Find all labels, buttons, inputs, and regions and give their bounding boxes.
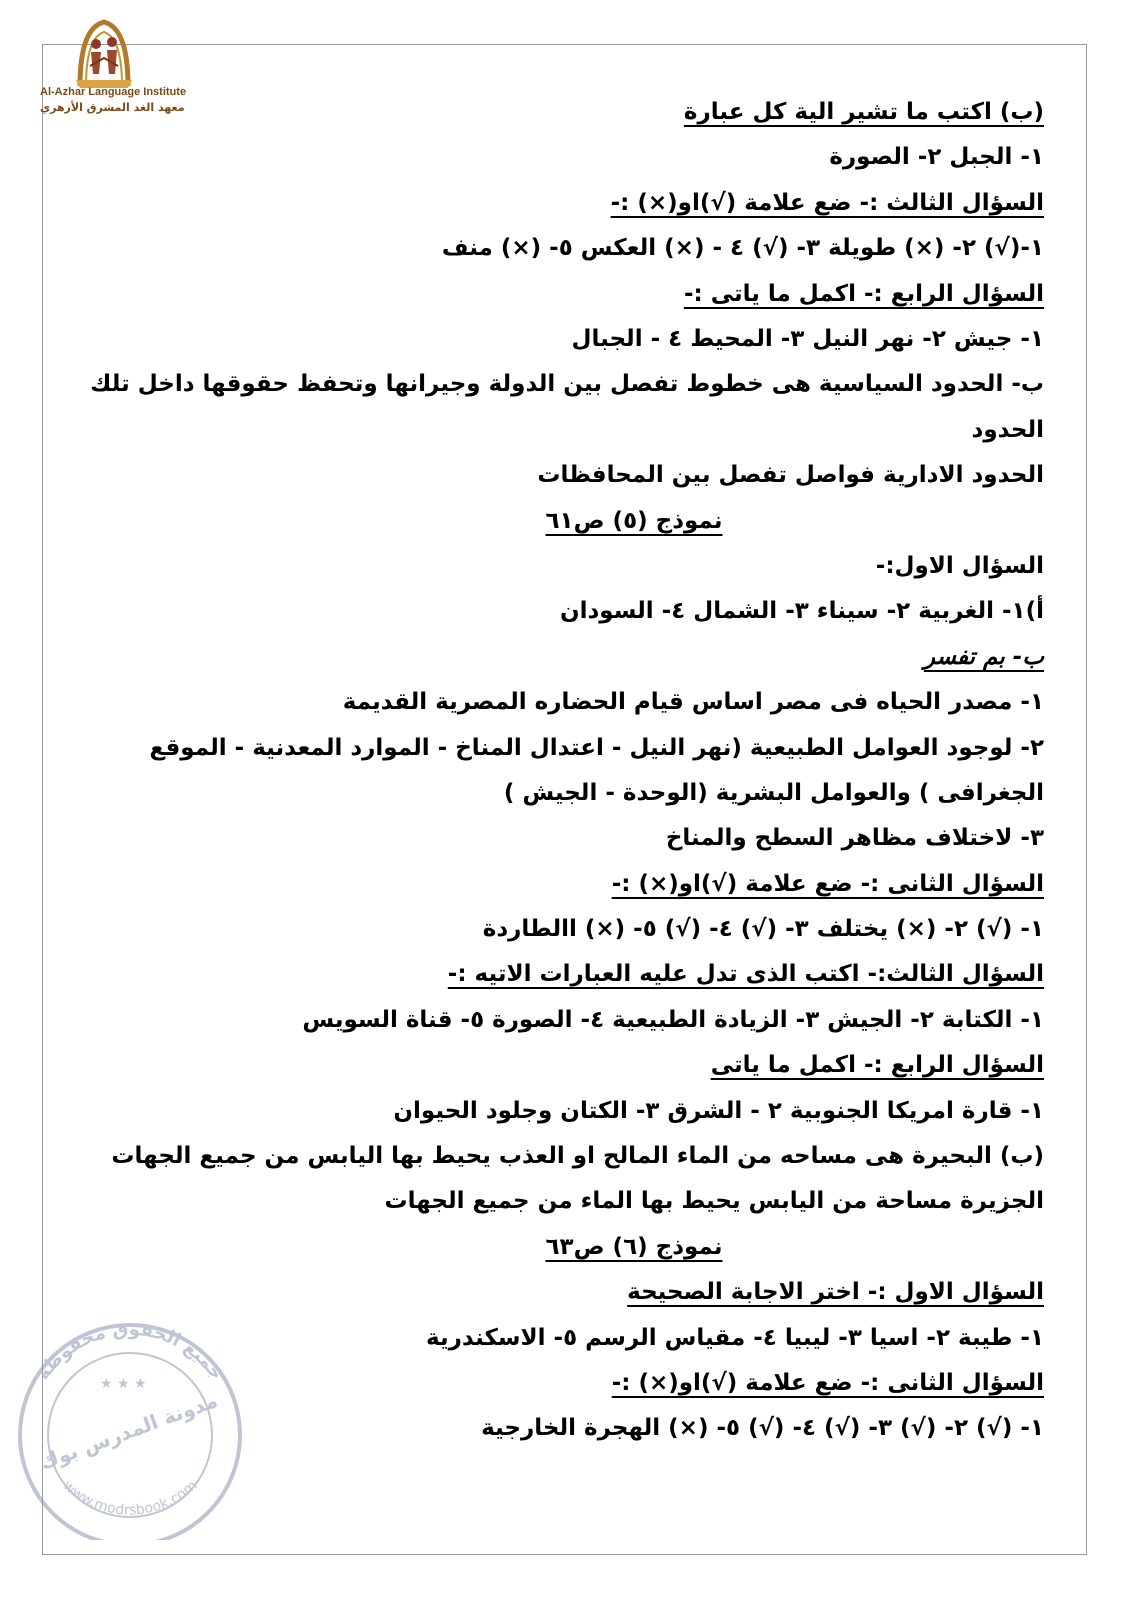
answer-line: (ب) البحيرة هى مساحه من الماء المالح او العذب يحيط بها اليابس من جميع الجهات: [111, 1143, 1044, 1170]
question-heading: السؤال الرابع :- اكمل ما ياتى :-: [683, 280, 1044, 307]
answer-line: ١- (√) ٢- (√) ٣- (√) ٤- (√) ٥- (×) الهجرة الخارجية: [481, 1415, 1044, 1442]
answer-line: ٣- لاختلاف مظاهر السطح والمناخ: [665, 825, 1044, 852]
answer-line: ١- قارة امريكا الجنوبية ٢ - الشرق ٣- الكتان وجلود الحيوان: [393, 1097, 1044, 1124]
model-title: نموذج (٥) ص٦١: [545, 507, 723, 534]
stamp-middle-text: مدونة المدرس بوك: [36, 1388, 221, 1475]
logo-text-en: Al-Azhar Language Institute: [40, 86, 187, 98]
section-heading: (ب) اكتب ما تشير الية كل عبارة: [683, 99, 1044, 125]
question-heading: السؤال الثانى :- ضع علامة (√)او(×) :-: [611, 870, 1044, 897]
logo-text-ar: معهد الغد المشرق الأزهري: [40, 101, 185, 114]
question-heading: السؤال الرابع :- اكمل ما ياتى: [710, 1052, 1044, 1079]
question-heading: السؤال الاول :- اختر الاجابة الصحيحة: [627, 1279, 1044, 1306]
svg-text:جميع الحقوق محفوظة: [33, 1319, 228, 1384]
question-heading: السؤال الثانى :- ضع علامة (√)او(×) :-: [611, 1370, 1044, 1396]
answer-line: الجزيرة مساحة من اليابس يحيط بها الماء من جميع الجهات: [384, 1188, 1044, 1215]
answer-line: ١- الكتابة ٢- الجيش ٣- الزيادة الطبيعية ٤- الصورة ٥- قناة السويس: [302, 1006, 1044, 1033]
answer-line: ١-(√) ٢- (×) طويلة ٣- (√) ٤ - (×) العكس ٥- (×) منف: [441, 235, 1044, 262]
answer-line: ١- مصدر الحياه فى مصر اساس قيام الحضاره المصرية القديمة: [342, 689, 1044, 716]
answer-paragraph: ب- الحدود السياسية هى خطوط تفصل بين الدولة وجيرانها وتحفظ حقوقها داخل تلك الحدود: [90, 371, 1044, 443]
answer-line: ١- (√) ٢- (×) يختلف ٣- (√) ٤- (√) ٥- (×) االطاردة: [482, 916, 1044, 943]
answer-line: ١- جيش ٢- نهر النيل ٣- المحيط ٤ - الجبال: [571, 325, 1044, 352]
answer-line: ١- طيبة ٢- اسيا ٣- ليبيا ٤- مقياس الرسم ٥- الاسكندرية: [426, 1324, 1044, 1351]
stamp-star-icon: ★ ★ ★: [100, 1376, 147, 1392]
model-title: نموذج (٦) ص٦٣: [545, 1233, 723, 1260]
stamp-bottom-text: www.modrsbook.com: [59, 1477, 201, 1519]
answer-paragraph: ٢- لوجود العوامل الطبيعية (نهر النيل - اعتدال المناخ - الموارد المعدنية - الموقع الجغرافى ) والعوامل البشرية (الوحدة - الجيش ): [149, 734, 1044, 806]
answer-line: ١- الجبل ٢- الصورة: [829, 144, 1044, 171]
answer-line: أ)١- الغربية ٢- سيناء ٣- الشمال ٤- السودان: [559, 598, 1044, 625]
question-heading: السؤال الثالث :- ضع علامة (√)او(×) :-: [610, 189, 1044, 216]
stamp-top-text: جميع الحقوق محفوظة: [32, 1318, 228, 1384]
sub-heading: ب- بم تفسر: [923, 643, 1044, 670]
svg-text:www.modrsbook.com: [60, 1478, 201, 1519]
answer-line: الحدود الادارية فواصل تفصل بين المحافظات: [537, 462, 1044, 489]
question-heading: السؤال الاول:-: [875, 552, 1044, 579]
answer-key-body: [54, 90, 1044, 1452]
question-heading: السؤال الثالث:- اكتب الذى تدل عليه العبارات الاتيه :-: [447, 961, 1044, 988]
stamp-seal-icon: [0, 1310, 260, 1540]
